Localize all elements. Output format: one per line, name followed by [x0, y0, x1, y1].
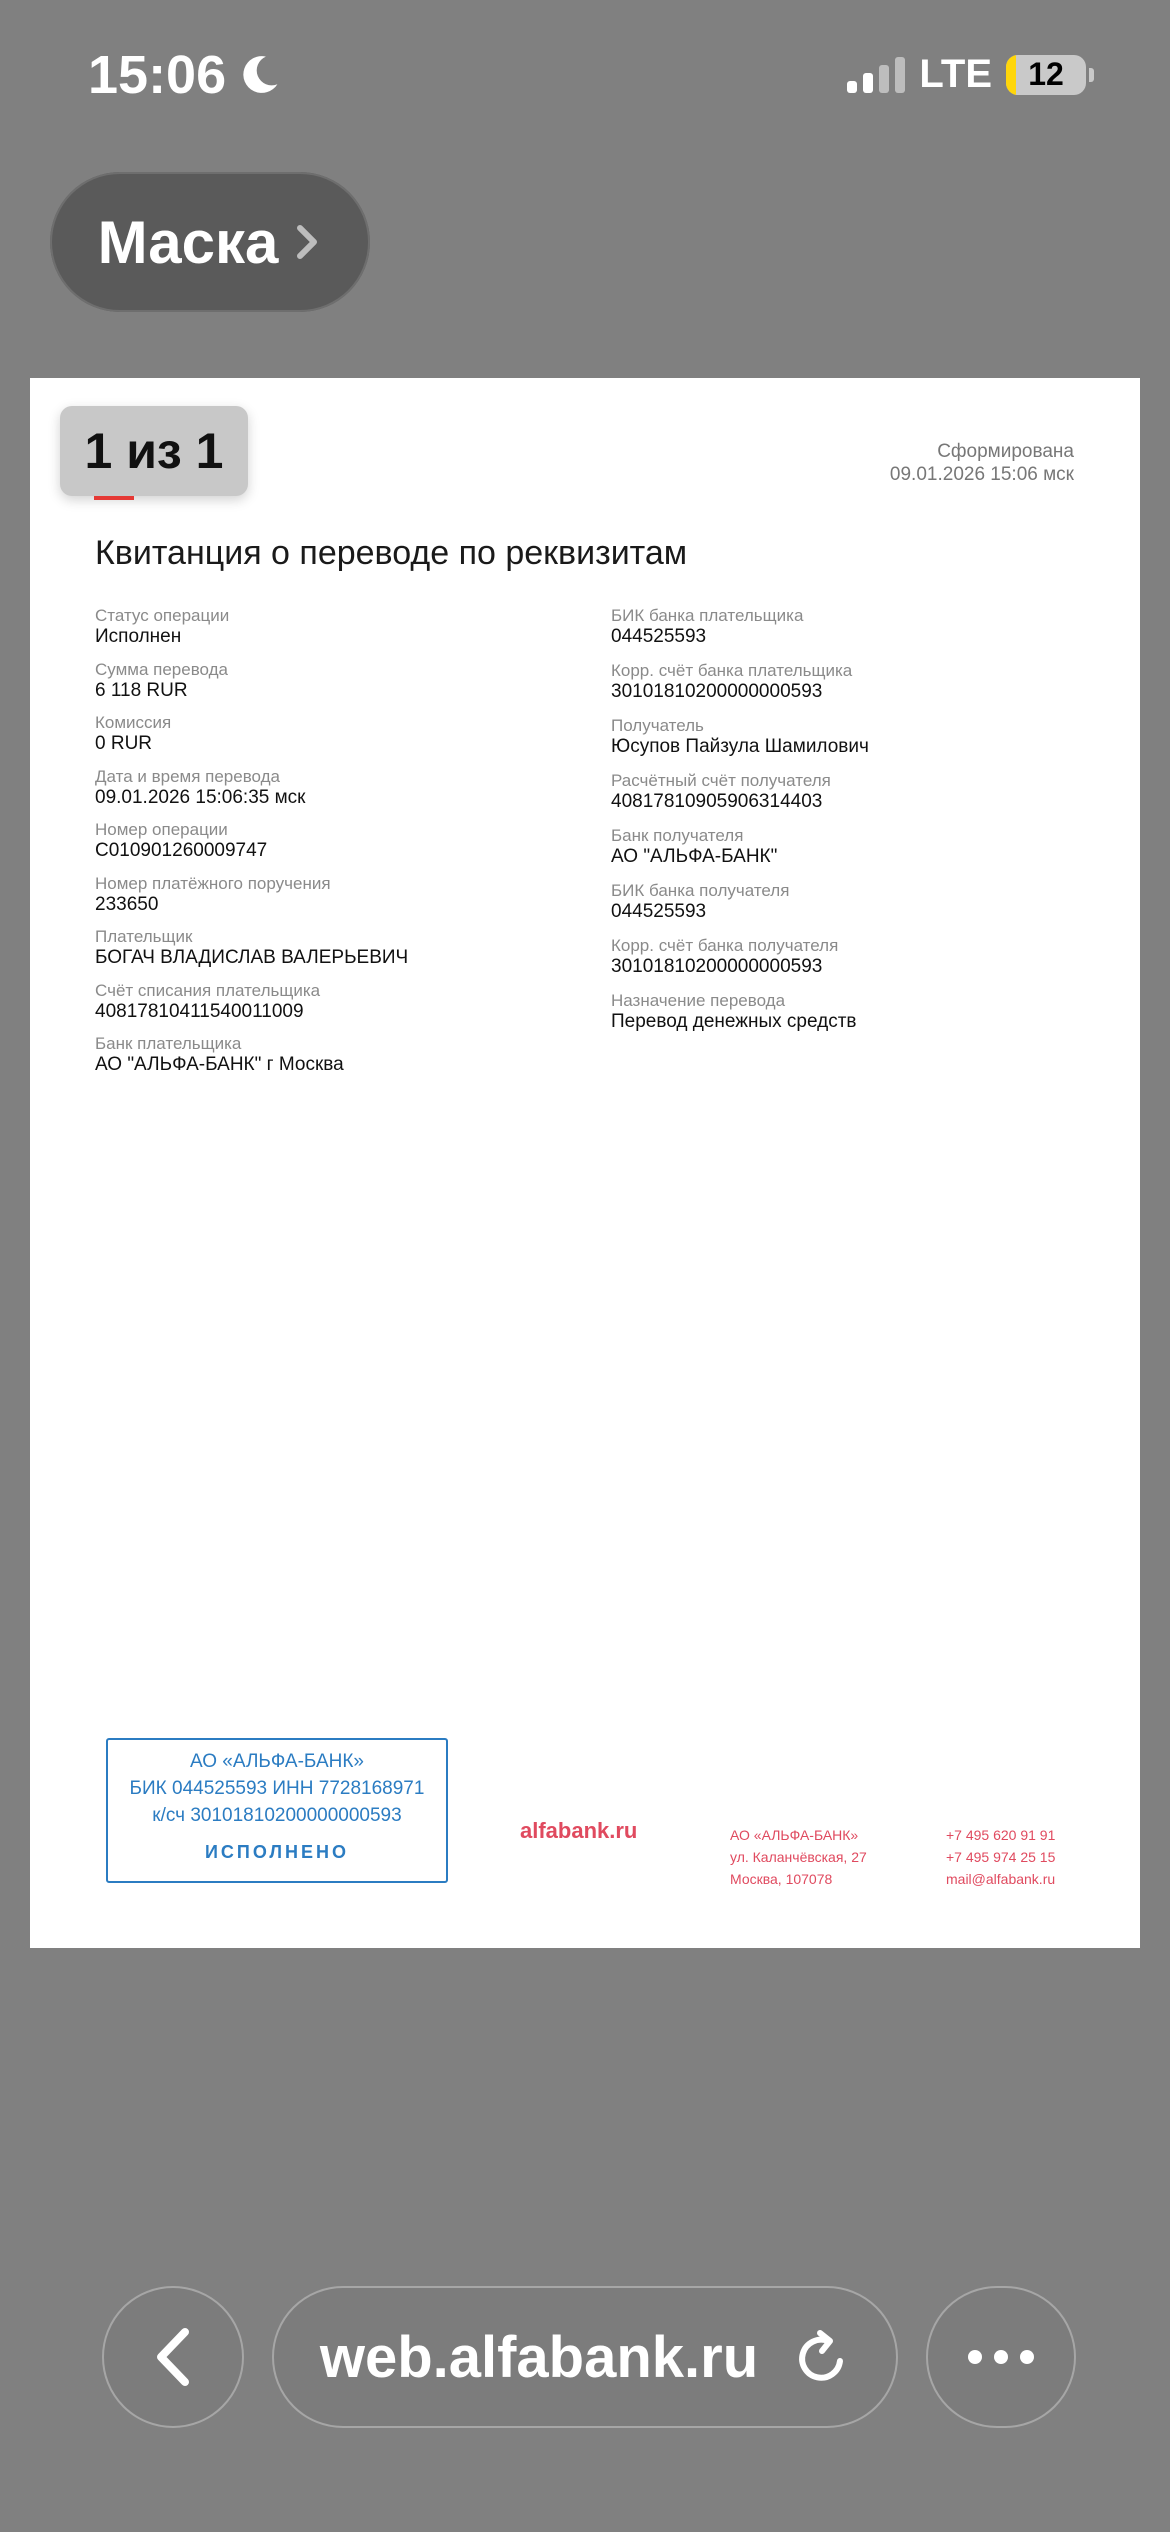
address-line: ул. Каланчёвская, 27: [730, 1849, 867, 1865]
status-bar-right: [847, 52, 1094, 97]
field-payer-bank: [95, 1034, 575, 1088]
address-line: АО «АЛЬФА-БАНК»: [730, 1827, 859, 1843]
field-value: 6 118 RUR: [95, 679, 188, 701]
field-label: Дата и время перевода: [95, 766, 281, 786]
stamp-line: к/сч 30101810200000000593: [152, 1805, 402, 1826]
stamp-line: АО «АЛЬФА-БАНК»: [189, 1751, 364, 1772]
field-value: Юсупов Пайзула Шамилович: [611, 736, 869, 757]
field-value: 40817810411540011009: [95, 1000, 304, 1022]
field-recipient-bank-bik: [611, 881, 1091, 936]
receipt-document: [30, 378, 1140, 1948]
more-button[interactable]: [926, 2286, 1076, 2428]
field-label: Номер операции: [95, 820, 228, 839]
field-transfer-datetime: [95, 767, 575, 821]
field-label: БИК банка плательщика: [611, 606, 804, 625]
back-button[interactable]: [102, 2286, 244, 2428]
battery-icon: [1006, 55, 1094, 95]
generated-info: [890, 440, 1074, 486]
signal-icon: [847, 57, 905, 93]
field-value: 044525593: [611, 626, 707, 647]
mask-button-label: Маска: [97, 208, 279, 276]
back-arrow-icon: [143, 2322, 203, 2392]
stamp-status: ИСПОЛНЕНО: [204, 1842, 350, 1862]
field-value: 30101810200000000593: [611, 681, 823, 702]
field-label: БИК банка получателя: [611, 881, 790, 900]
field-label: Номер платёжного поручения: [95, 873, 331, 893]
contact-phone: +7 495 974 25 15: [946, 1849, 1056, 1865]
time-label: 15:06: [88, 45, 227, 105]
field-label: Корр. счёт банка получателя: [611, 936, 839, 955]
contact-email: mail@alfabank.ru: [946, 1871, 1056, 1887]
generated-date: 09.01.2026 15:06 мск: [889, 464, 1074, 485]
chevron-right-icon: [292, 222, 322, 262]
field-label: Комиссия: [95, 713, 172, 732]
document-title: Квитанция о переводе по реквизитам: [95, 534, 688, 572]
battery-fill: [1006, 55, 1016, 95]
field-label: Получатель: [611, 716, 704, 735]
field-value: БОГАЧ ВЛАДИСЛАВ ВАЛЕРЬЕВИЧ: [95, 947, 409, 968]
field-value: 09.01.2026 15:06:35 мск: [95, 786, 306, 808]
contact-phone: +7 495 620 91 91: [946, 1827, 1056, 1843]
generated-label: Сформирована: [937, 441, 1074, 462]
mask-button[interactable]: [50, 172, 370, 312]
field-label: Плательщик: [95, 927, 193, 946]
status-bar-time: [88, 44, 282, 106]
bank-logo: alfabank.ru: [520, 1818, 638, 1843]
field-label: Расчётный счёт получателя: [611, 771, 831, 790]
field-recipient-bank-corr-account: [611, 936, 1091, 991]
stamp-line: БИК 044525593 ИНН 7728168971: [129, 1778, 425, 1799]
field-value: Исполнен: [95, 626, 182, 647]
field-recipient-bank: [611, 826, 1091, 881]
network-label: LTE: [919, 52, 992, 96]
url-text: web.alfabank.ru: [319, 2324, 759, 2390]
reload-icon[interactable]: [794, 2327, 850, 2387]
field-payer-bank-bik: [611, 606, 1091, 661]
field-value: АО "АЛЬФА-БАНК": [611, 846, 778, 867]
field-operation-number: [95, 820, 575, 874]
field-value: 233650: [95, 893, 159, 915]
page-counter: 1 из 1: [60, 406, 248, 496]
field-transfer-purpose: [611, 991, 1091, 1046]
address-bar[interactable]: [272, 2286, 898, 2428]
field-label: Назначение перевода: [611, 991, 786, 1010]
field-label: Банк получателя: [611, 826, 744, 845]
more-dots-icon: [965, 2347, 1037, 2367]
field-label: Банк плательщика: [95, 1034, 242, 1053]
field-payment-order-number: [95, 874, 575, 928]
left-field-column: [95, 606, 575, 1088]
field-label: Сумма перевода: [95, 659, 229, 679]
field-label: Корр. счёт банка плательщика: [611, 661, 853, 680]
field-recipient-account: [611, 771, 1091, 826]
field-value: 30101810200000000593: [611, 956, 823, 977]
bank-stamp: [106, 1738, 448, 1883]
field-label: Счёт списания плательщика: [95, 980, 321, 1000]
address-line: Москва, 107078: [730, 1871, 833, 1887]
field-transfer-amount: [95, 660, 575, 714]
page-counter-underline: [94, 496, 134, 500]
field-label: Статус операции: [95, 606, 230, 625]
field-value: АО "АЛЬФА-БАНК" г Москва: [95, 1054, 344, 1075]
field-operation-status: [95, 606, 575, 660]
field-value: C010901260009747: [95, 840, 268, 861]
field-payer-bank-corr-account: [611, 661, 1091, 716]
right-field-column: [611, 606, 1091, 1046]
field-value: 0 RUR: [95, 733, 153, 754]
field-commission: [95, 713, 575, 767]
moon-icon: [236, 52, 282, 98]
bank-address: [730, 1824, 867, 1890]
field-payer-account: [95, 981, 575, 1035]
field-value: 044525593: [611, 901, 707, 922]
battery-level: 12: [1028, 56, 1064, 92]
field-recipient: [611, 716, 1091, 771]
bank-contacts: [946, 1824, 1055, 1890]
field-value: Перевод денежных средств: [611, 1011, 857, 1032]
field-value: 40817810905906314403: [611, 791, 823, 812]
field-payer: [95, 927, 575, 981]
